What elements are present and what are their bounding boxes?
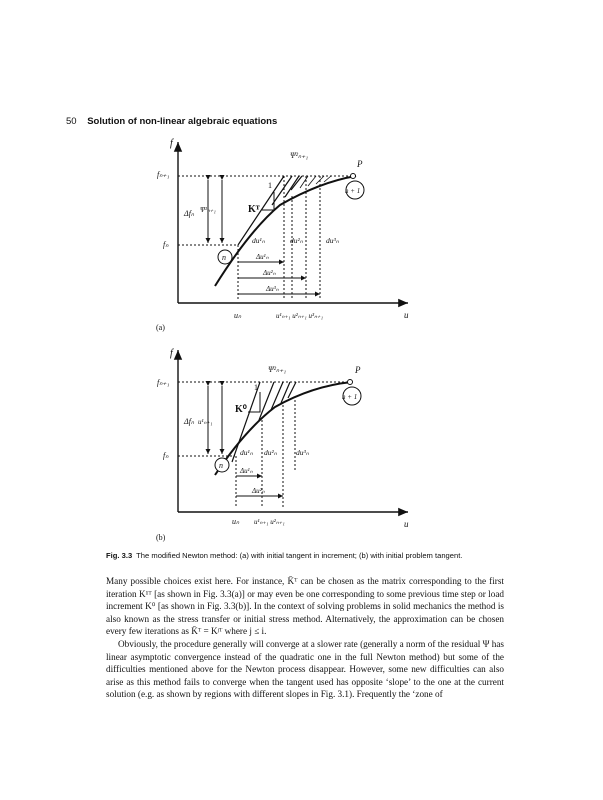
f-curr-label-b: fₙ xyxy=(163,451,169,460)
Du3-label-a: Δu³ₙ xyxy=(266,285,279,293)
Du2-label-a: Δu²ₙ xyxy=(263,269,276,277)
delta-f-label-a: Δfₙ xyxy=(184,209,195,218)
node-n-label-b: n xyxy=(219,461,223,470)
node-n-label-a: n xyxy=(222,253,226,262)
caption-text: The modified Newton method: (a) with initial tangent in increment; (b) with initial problem tangent. xyxy=(136,551,463,560)
hatch-a xyxy=(300,176,331,188)
paragraph-2: Obviously, the procedure generally will converge at a slower rate (generally a norm of the residual Ψ has linear asymptotic convergence instead of the quadratic one in the full Newton method) but some of the difficulties mentioned above for the Newton process disappear. However, some new difficulties can also arise as this method fails to converge when the tangent used has opposite ‘slope’ to the one at the current solution (e.g. as shown by regions with different slopes in Fig. 3.1). Frequently the ‘zone of xyxy=(106,638,504,700)
panel-b xyxy=(156,348,409,542)
psi-top-label-b: Ψ²ₙ₊₁ xyxy=(268,365,287,374)
page-number: 50 xyxy=(66,116,77,127)
x-axis-label-a: u xyxy=(404,310,409,320)
u-iters-label-b: u¹ₙ₊₁ u²ₙ₊₁ xyxy=(254,518,285,526)
y-axis-label-b: f xyxy=(170,348,173,359)
node-n1-label-a: n + 1 xyxy=(345,187,361,195)
du1-label-a: du¹ₙ xyxy=(252,236,265,245)
chapter-title: Solution of non-linear algebraic equations xyxy=(87,116,278,127)
point-p-label-b: P xyxy=(355,365,361,375)
body-text xyxy=(106,575,504,701)
du1-label-b: du¹ₙ xyxy=(240,448,253,457)
point-p-label-a: P xyxy=(357,159,363,169)
u-n-label-b: uₙ xyxy=(232,517,240,526)
du2-label-a: du²ₙ xyxy=(290,236,303,245)
tangent-label-a: Kᵀ xyxy=(248,204,260,215)
x-axis-label-b: u xyxy=(404,519,409,529)
Du1-label-b: Δu¹ₙ xyxy=(240,467,253,475)
caption-label: Fig. 3.3 xyxy=(106,551,133,560)
panel-a xyxy=(156,138,409,332)
tangent-label-b: K⁰ xyxy=(235,404,247,415)
psi-label-a: Ψ¹ₙ₊₁ xyxy=(200,206,216,214)
y-axis-label-a: f xyxy=(170,138,173,149)
slope-one-b: 1 xyxy=(254,383,258,392)
f-curr-label-a: fₙ xyxy=(163,240,169,249)
u-iters-label-a: u¹ₙ₊₁ u²ₙ₊₁ u³ₙ₊₁ xyxy=(276,312,324,320)
slope-triangle-b xyxy=(248,392,260,412)
tangent-1-a xyxy=(238,176,284,245)
slope-one-a: 1 xyxy=(268,181,272,190)
response-curve-a xyxy=(215,176,356,286)
tangent-3-a xyxy=(285,176,299,197)
f-next-label-a: fₙ₊₁ xyxy=(157,170,170,179)
panel-label-b: (b) xyxy=(156,533,166,542)
node-n1-label-b: n + 1 xyxy=(342,393,358,401)
u-n-label-a: uₙ xyxy=(234,311,242,320)
du3-label-a: du³ₙ xyxy=(326,236,339,245)
point-p-b xyxy=(348,380,353,385)
Du1-label-a: Δu¹ₙ xyxy=(256,253,269,261)
psi-label-b: u¹ₙ₊₁ xyxy=(198,418,213,426)
du2-label-b: du²ₙ xyxy=(264,448,277,457)
f-next-label-b: fₙ₊₁ xyxy=(157,378,170,387)
du3-label-b: du³ₙ xyxy=(296,448,309,457)
point-p-a xyxy=(351,174,356,179)
Du2-label-b: Δu²ₙ xyxy=(252,487,265,495)
psi-top-label-a: Ψ²ₙ₊₁ xyxy=(290,151,309,160)
paragraph-1: Many possible choices exist here. For instance, K̄ᵀ can be chosen as the matrix corresponding to the first iteration K¹ᵀ [as shown in Fig. 3.3(a)] or may even be one corresponding to some previous time step or load increment K⁰ [as shown in Fig. 3.3(b)]. In the context of solving problems in solid mechanics the method is also known as the stress transfer or initial stress method. Alternatively, the approximation can be chosen every few iterations as K̄ᵀ = Kʲᵀ where j ≤ i. xyxy=(106,576,504,637)
figure-caption xyxy=(106,551,506,560)
delta-f-label-b: Δfₙ xyxy=(184,417,195,426)
panel-label-a: (a) xyxy=(156,323,165,332)
